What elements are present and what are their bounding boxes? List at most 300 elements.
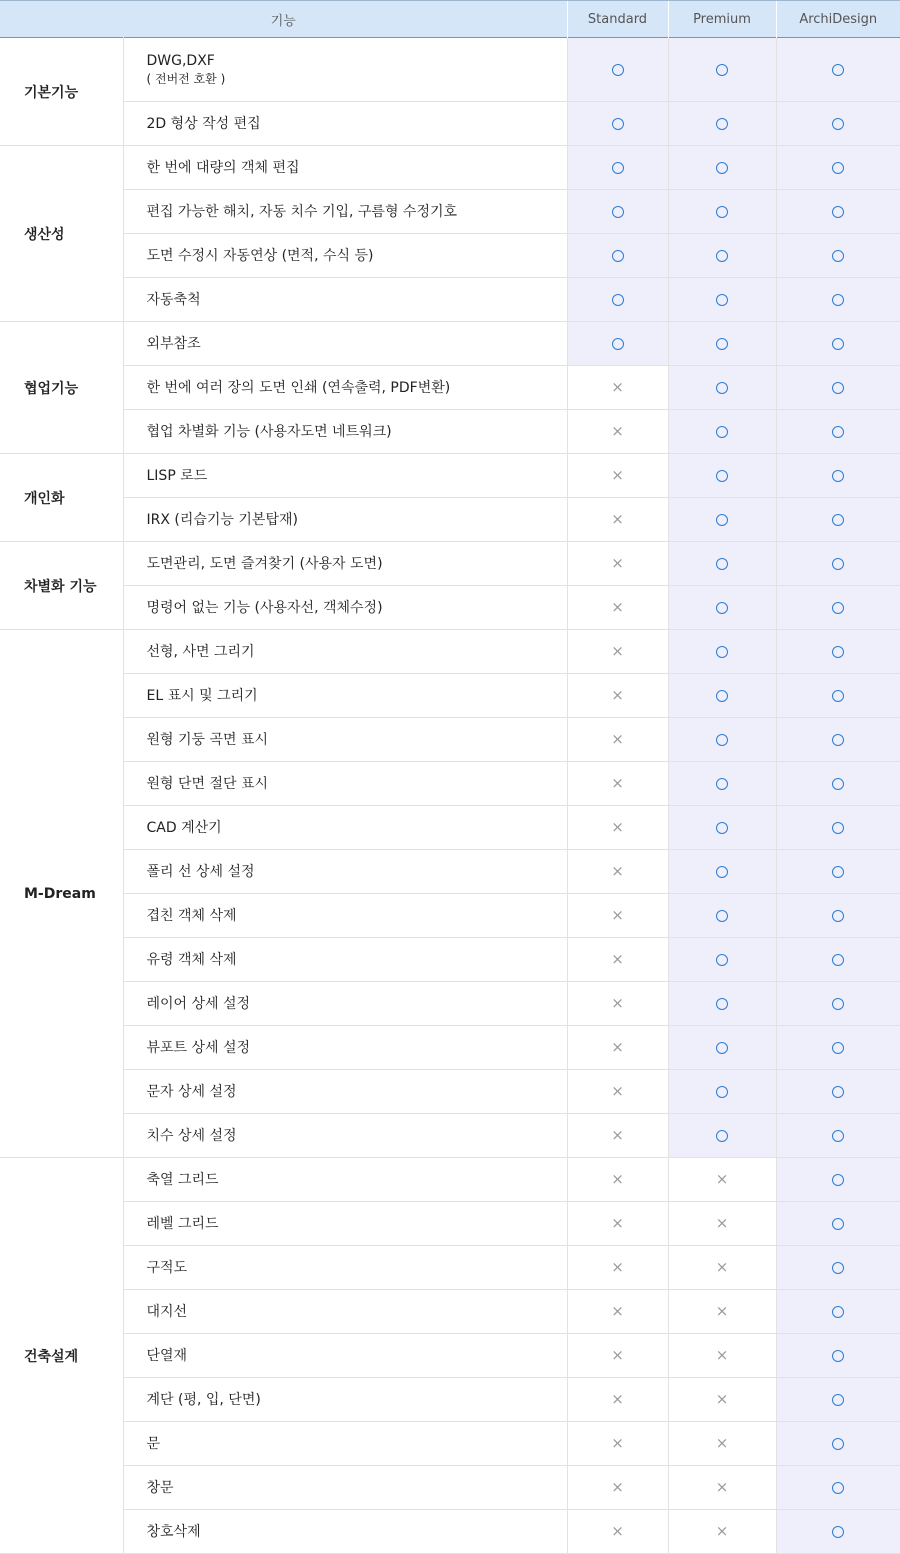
- check-circle-icon: [716, 1130, 728, 1142]
- support-cell-premium: [668, 806, 776, 850]
- feature-cell: [123, 762, 567, 806]
- feature-label: 도면 수정시 자동연상 (면적, 수식 등): [146, 247, 374, 264]
- table-row: [0, 410, 900, 454]
- feature-cell: [123, 1114, 567, 1158]
- support-cell-archidesign: [776, 1466, 900, 1510]
- category-label: 기본기능: [0, 38, 123, 146]
- table-body: [0, 38, 900, 1554]
- support-cell-premium: [668, 1378, 776, 1422]
- category-label: 건축설계: [0, 1158, 123, 1554]
- table-row: [0, 366, 900, 410]
- category-label: M-Dream: [0, 630, 123, 1158]
- support-cell-archidesign: [776, 454, 900, 498]
- cross-icon: ×: [611, 994, 624, 1012]
- check-circle-icon: [716, 206, 728, 218]
- feature-cell: [123, 806, 567, 850]
- cross-icon: ×: [611, 1170, 624, 1188]
- feature-cell: [123, 1290, 567, 1334]
- feature-label: 2D 형상 작성 편집: [146, 115, 261, 132]
- check-circle-icon: [832, 1394, 844, 1406]
- check-circle-icon: [832, 206, 844, 218]
- support-cell-standard: [567, 674, 668, 718]
- check-circle-icon: [612, 250, 624, 262]
- support-cell-archidesign: [776, 38, 900, 102]
- feature-cell: [123, 1510, 567, 1554]
- support-cell-archidesign: [776, 806, 900, 850]
- check-circle-icon: [832, 1086, 844, 1098]
- support-cell-standard: [567, 366, 668, 410]
- table-row: [0, 190, 900, 234]
- support-cell-premium: [668, 1510, 776, 1554]
- feature-cell: [123, 1422, 567, 1466]
- table-row: [0, 850, 900, 894]
- support-cell-premium: [668, 630, 776, 674]
- table-row: [0, 498, 900, 542]
- support-cell-premium: [668, 454, 776, 498]
- check-circle-icon: [832, 426, 844, 438]
- cross-icon: ×: [715, 1170, 729, 1188]
- table-row: [0, 674, 900, 718]
- cross-icon: ×: [611, 1038, 624, 1056]
- support-cell-standard: [567, 322, 668, 366]
- support-cell-standard: [567, 630, 668, 674]
- support-cell-archidesign: [776, 102, 900, 146]
- support-cell-archidesign: [776, 850, 900, 894]
- support-cell-archidesign: [776, 1070, 900, 1114]
- check-circle-icon: [716, 910, 728, 922]
- cross-icon: ×: [715, 1302, 729, 1320]
- check-circle-icon: [832, 954, 844, 966]
- feature-cell: [123, 1466, 567, 1510]
- support-cell-premium: [668, 38, 776, 102]
- cross-icon: ×: [611, 862, 624, 880]
- support-cell-archidesign: [776, 234, 900, 278]
- feature-label: 뷰포트 상세 설정: [146, 1039, 251, 1056]
- support-cell-premium: [668, 1026, 776, 1070]
- cross-icon: ×: [611, 422, 624, 440]
- support-cell-archidesign: [776, 278, 900, 322]
- support-cell-premium: [668, 894, 776, 938]
- feature-label: 명령어 없는 기능 (사용자선, 객체수정): [146, 599, 383, 616]
- feature-label: 축열 그리드: [146, 1171, 219, 1188]
- feature-label: CAD 계산기: [146, 819, 222, 836]
- cross-icon: ×: [611, 1302, 624, 1320]
- cross-icon: ×: [611, 1478, 624, 1496]
- support-cell-standard: [567, 542, 668, 586]
- cross-icon: ×: [611, 730, 624, 748]
- support-cell-standard: [567, 938, 668, 982]
- cross-icon: ×: [611, 466, 624, 484]
- check-circle-icon: [832, 162, 844, 174]
- table-row: [0, 1026, 900, 1070]
- support-cell-archidesign: [776, 1246, 900, 1290]
- check-circle-icon: [716, 602, 728, 614]
- check-circle-icon: [612, 118, 624, 130]
- check-circle-icon: [716, 1042, 728, 1054]
- feature-label: 외부참조: [146, 335, 201, 352]
- table-row: [0, 322, 900, 366]
- category-label: 차별화 기능: [0, 542, 123, 630]
- cross-icon: ×: [611, 1126, 624, 1144]
- support-cell-standard: [567, 190, 668, 234]
- feature-cell: [123, 410, 567, 454]
- feature-label: IRX (리습기능 기본탑재): [146, 511, 298, 528]
- feature-label: 계단 (평, 입, 단면): [146, 1391, 261, 1408]
- feature-label: 문자 상세 설정: [146, 1083, 237, 1100]
- check-circle-icon: [832, 64, 844, 76]
- check-circle-icon: [716, 646, 728, 658]
- feature-cell: [123, 1026, 567, 1070]
- feature-label: LISP 로드: [146, 467, 208, 484]
- feature-cell: [123, 278, 567, 322]
- check-circle-icon: [832, 514, 844, 526]
- table-row: [0, 586, 900, 630]
- support-cell-premium: [668, 1246, 776, 1290]
- cross-icon: ×: [611, 1390, 624, 1408]
- support-cell-archidesign: [776, 410, 900, 454]
- cross-icon: ×: [715, 1214, 729, 1232]
- feature-label: 도면관리, 도면 즐겨찾기 (사용자 도면): [146, 555, 383, 572]
- check-circle-icon: [832, 1350, 844, 1362]
- support-cell-standard: [567, 1466, 668, 1510]
- feature-label: 겹친 객체 삭제: [146, 907, 237, 924]
- support-cell-premium: [668, 146, 776, 190]
- check-circle-icon: [716, 250, 728, 262]
- table-row: [0, 1246, 900, 1290]
- cross-icon: ×: [611, 818, 624, 836]
- cross-icon: ×: [611, 686, 624, 704]
- table-row: [0, 38, 900, 102]
- support-cell-standard: [567, 1334, 668, 1378]
- check-circle-icon: [832, 1526, 844, 1538]
- cross-icon: ×: [715, 1346, 729, 1364]
- cross-icon: ×: [611, 510, 624, 528]
- feature-cell: [123, 938, 567, 982]
- feature-cell: [123, 322, 567, 366]
- support-cell-standard: [567, 1246, 668, 1290]
- cross-icon: ×: [715, 1522, 729, 1540]
- table-row: [0, 806, 900, 850]
- feature-label: 폴리 선 상세 설정: [146, 863, 255, 880]
- support-cell-standard: [567, 1378, 668, 1422]
- feature-label: 편집 가능한 해치, 자동 치수 기입, 구름형 수정기호: [146, 203, 458, 220]
- support-cell-archidesign: [776, 894, 900, 938]
- support-cell-premium: [668, 190, 776, 234]
- cross-icon: ×: [611, 554, 624, 572]
- table-row: [0, 982, 900, 1026]
- check-circle-icon: [716, 470, 728, 482]
- support-cell-standard: [567, 1202, 668, 1246]
- check-circle-icon: [612, 64, 624, 76]
- support-cell-archidesign: [776, 1158, 900, 1202]
- support-cell-premium: [668, 1202, 776, 1246]
- check-circle-icon: [716, 294, 728, 306]
- feature-cell: [123, 982, 567, 1026]
- check-circle-icon: [832, 778, 844, 790]
- cross-icon: ×: [611, 642, 624, 660]
- support-cell-premium: [668, 938, 776, 982]
- cross-icon: ×: [715, 1258, 729, 1276]
- check-circle-icon: [716, 822, 728, 834]
- table-row: [0, 1422, 900, 1466]
- check-circle-icon: [832, 1482, 844, 1494]
- support-cell-premium: [668, 1114, 776, 1158]
- support-cell-standard: [567, 102, 668, 146]
- check-circle-icon: [832, 1218, 844, 1230]
- check-circle-icon: [716, 64, 728, 76]
- feature-cell: [123, 454, 567, 498]
- table-row: [0, 1290, 900, 1334]
- feature-label: 구적도: [146, 1259, 188, 1276]
- support-cell-archidesign: [776, 190, 900, 234]
- check-circle-icon: [612, 162, 624, 174]
- support-cell-archidesign: [776, 718, 900, 762]
- feature-label: 레벨 그리드: [146, 1215, 219, 1232]
- support-cell-standard: [567, 982, 668, 1026]
- support-cell-premium: [668, 850, 776, 894]
- check-circle-icon: [832, 690, 844, 702]
- support-cell-premium: [668, 762, 776, 806]
- support-cell-archidesign: [776, 1290, 900, 1334]
- support-cell-premium: [668, 366, 776, 410]
- check-circle-icon: [832, 1130, 844, 1142]
- check-circle-icon: [832, 338, 844, 350]
- support-cell-standard: [567, 1026, 668, 1070]
- table-row: [0, 1114, 900, 1158]
- cross-icon: ×: [715, 1434, 729, 1452]
- check-circle-icon: [716, 382, 728, 394]
- check-circle-icon: [832, 470, 844, 482]
- table-row: [0, 1466, 900, 1510]
- check-circle-icon: [716, 954, 728, 966]
- feature-cell: [123, 1334, 567, 1378]
- cross-icon: ×: [715, 1478, 729, 1496]
- support-cell-archidesign: [776, 1510, 900, 1554]
- support-cell-premium: [668, 1070, 776, 1114]
- support-cell-archidesign: [776, 938, 900, 982]
- cross-icon: ×: [611, 1434, 624, 1452]
- support-cell-standard: [567, 762, 668, 806]
- cross-icon: ×: [611, 1522, 624, 1540]
- check-circle-icon: [716, 734, 728, 746]
- support-cell-standard: [567, 1070, 668, 1114]
- support-cell-premium: [668, 542, 776, 586]
- cross-icon: ×: [611, 1082, 624, 1100]
- table-row: [0, 894, 900, 938]
- support-cell-premium: [668, 674, 776, 718]
- feature-label: 유령 객체 삭제: [146, 951, 237, 968]
- header-plan-archidesign: ArchiDesign: [776, 1, 900, 38]
- check-circle-icon: [832, 1306, 844, 1318]
- support-cell-premium: [668, 718, 776, 762]
- feature-label: EL 표시 및 그리기: [146, 687, 258, 704]
- feature-label: 한 번에 대량의 객체 편집: [146, 159, 300, 176]
- table-row: [0, 1202, 900, 1246]
- support-cell-archidesign: [776, 1378, 900, 1422]
- support-cell-premium: [668, 498, 776, 542]
- support-cell-standard: [567, 1290, 668, 1334]
- feature-label: 대지선: [146, 1303, 188, 1320]
- check-circle-icon: [716, 162, 728, 174]
- category-label: 협업기능: [0, 322, 123, 454]
- support-cell-archidesign: [776, 322, 900, 366]
- feature-cell: [123, 498, 567, 542]
- check-circle-icon: [716, 1086, 728, 1098]
- table-row: [0, 1158, 900, 1202]
- feature-cell: [123, 674, 567, 718]
- support-cell-premium: [668, 102, 776, 146]
- table-row: [0, 454, 900, 498]
- feature-label: 원형 단면 절단 표시: [146, 775, 269, 792]
- support-cell-premium: [668, 410, 776, 454]
- feature-cell: [123, 586, 567, 630]
- support-cell-archidesign: [776, 498, 900, 542]
- feature-label: 원형 기둥 곡면 표시: [146, 731, 269, 748]
- table-row: [0, 1070, 900, 1114]
- cross-icon: ×: [611, 1214, 624, 1232]
- feature-note: ( 전버전 호환 ): [146, 72, 226, 86]
- support-cell-standard: [567, 454, 668, 498]
- support-cell-standard: [567, 1114, 668, 1158]
- table-row: [0, 278, 900, 322]
- table-row: [0, 1334, 900, 1378]
- support-cell-standard: [567, 718, 668, 762]
- support-cell-premium: [668, 1422, 776, 1466]
- check-circle-icon: [832, 118, 844, 130]
- feature-cell: [123, 1246, 567, 1290]
- check-circle-icon: [832, 646, 844, 658]
- feature-cell: [123, 718, 567, 762]
- support-cell-standard: [567, 1510, 668, 1554]
- cross-icon: ×: [611, 774, 624, 792]
- table-row: [0, 542, 900, 586]
- feature-cell: [123, 1158, 567, 1202]
- support-cell-premium: [668, 1158, 776, 1202]
- table-row: [0, 1378, 900, 1422]
- support-cell-archidesign: [776, 1422, 900, 1466]
- table-row: [0, 146, 900, 190]
- feature-label: 협업 차별화 기능 (사용자도면 네트워크): [146, 423, 392, 440]
- category-label: 개인화: [0, 454, 123, 542]
- check-circle-icon: [832, 1174, 844, 1186]
- support-cell-premium: [668, 322, 776, 366]
- support-cell-standard: [567, 1422, 668, 1466]
- check-circle-icon: [832, 734, 844, 746]
- support-cell-archidesign: [776, 762, 900, 806]
- feature-cell: [123, 366, 567, 410]
- feature-cell: [123, 38, 567, 102]
- table-row: [0, 234, 900, 278]
- support-cell-standard: [567, 894, 668, 938]
- support-cell-archidesign: [776, 630, 900, 674]
- table-header: [0, 1, 900, 38]
- feature-label: 문: [146, 1435, 161, 1452]
- support-cell-standard: [567, 278, 668, 322]
- feature-label: 창문: [146, 1479, 174, 1496]
- support-cell-premium: [668, 1290, 776, 1334]
- support-cell-premium: [668, 1466, 776, 1510]
- support-cell-archidesign: [776, 674, 900, 718]
- check-circle-icon: [716, 338, 728, 350]
- feature-label: 단열재: [146, 1347, 188, 1364]
- feature-cell: [123, 146, 567, 190]
- feature-label: 레이어 상세 설정: [146, 995, 251, 1012]
- check-circle-icon: [716, 690, 728, 702]
- check-circle-icon: [716, 514, 728, 526]
- support-cell-premium: [668, 1334, 776, 1378]
- support-cell-archidesign: [776, 982, 900, 1026]
- feature-cell: [123, 850, 567, 894]
- check-circle-icon: [832, 910, 844, 922]
- table-row: [0, 630, 900, 674]
- support-cell-archidesign: [776, 1026, 900, 1070]
- check-circle-icon: [716, 998, 728, 1010]
- cross-icon: ×: [611, 598, 624, 616]
- check-circle-icon: [832, 1262, 844, 1274]
- table-row: [0, 718, 900, 762]
- feature-cell: [123, 542, 567, 586]
- support-cell-standard: [567, 410, 668, 454]
- cross-icon: ×: [611, 1346, 624, 1364]
- support-cell-premium: [668, 586, 776, 630]
- feature-label: 자동축척: [146, 291, 201, 308]
- check-circle-icon: [832, 250, 844, 262]
- check-circle-icon: [612, 206, 624, 218]
- support-cell-standard: [567, 806, 668, 850]
- support-cell-archidesign: [776, 542, 900, 586]
- feature-cell: [123, 1070, 567, 1114]
- support-cell-standard: [567, 38, 668, 102]
- check-circle-icon: [832, 822, 844, 834]
- table-row: [0, 1510, 900, 1554]
- feature-cell: [123, 1378, 567, 1422]
- category-label: 생산성: [0, 146, 123, 322]
- check-circle-icon: [832, 294, 844, 306]
- cross-icon: ×: [611, 378, 624, 396]
- cross-icon: ×: [611, 906, 624, 924]
- header-plan-standard: Standard: [567, 1, 668, 38]
- support-cell-archidesign: [776, 366, 900, 410]
- feature-label: DWG,DXF: [146, 53, 215, 69]
- feature-cell: [123, 234, 567, 278]
- feature-cell: [123, 1202, 567, 1246]
- support-cell-standard: [567, 586, 668, 630]
- table-row: [0, 762, 900, 806]
- support-cell-premium: [668, 278, 776, 322]
- support-cell-premium: [668, 234, 776, 278]
- cross-icon: ×: [715, 1390, 729, 1408]
- feature-cell: [123, 190, 567, 234]
- check-circle-icon: [716, 778, 728, 790]
- check-circle-icon: [832, 998, 844, 1010]
- support-cell-archidesign: [776, 1114, 900, 1158]
- support-cell-premium: [668, 982, 776, 1026]
- header-plan-premium: Premium: [668, 1, 776, 38]
- check-circle-icon: [832, 866, 844, 878]
- feature-cell: [123, 102, 567, 146]
- support-cell-archidesign: [776, 146, 900, 190]
- table-row: [0, 938, 900, 982]
- cross-icon: ×: [611, 950, 624, 968]
- check-circle-icon: [612, 338, 624, 350]
- feature-label: 치수 상세 설정: [146, 1127, 237, 1144]
- check-circle-icon: [716, 866, 728, 878]
- check-circle-icon: [716, 426, 728, 438]
- check-circle-icon: [716, 558, 728, 570]
- support-cell-standard: [567, 234, 668, 278]
- feature-label: 한 번에 여러 장의 도면 인쇄 (연속출력, PDF변환): [146, 379, 451, 396]
- feature-label: 창호삭제: [146, 1523, 201, 1540]
